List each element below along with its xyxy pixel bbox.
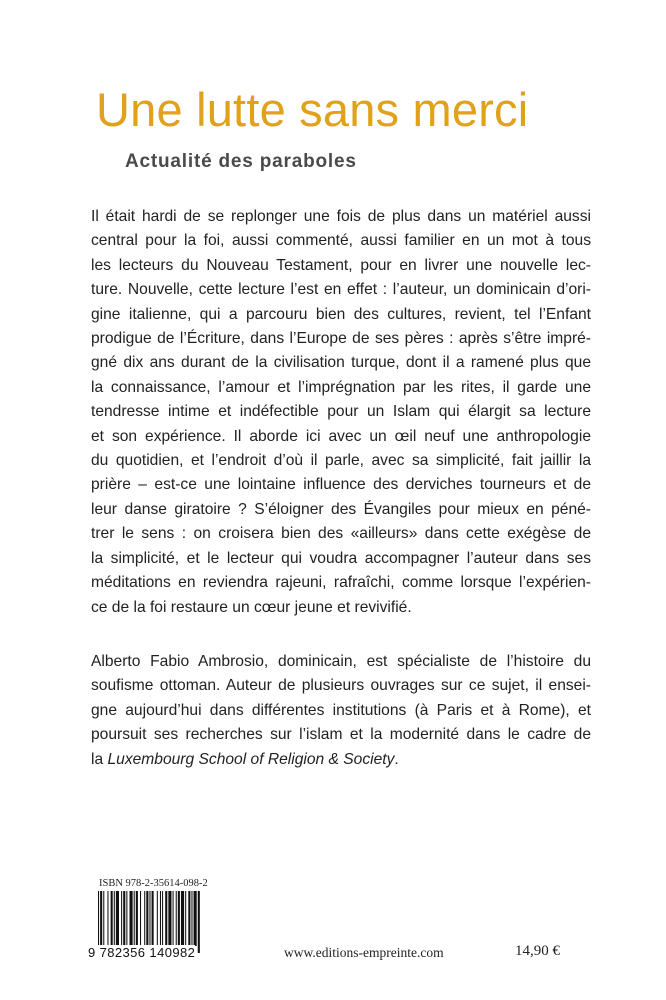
barcode-bar: [98, 891, 99, 953]
barcode-bar: [116, 891, 119, 946]
barcode-bar: [146, 891, 148, 946]
barcode-bar: [181, 891, 184, 946]
bio-institution: Luxembourg School of Religion & Society: [107, 750, 395, 768]
barcode-digits: 9 782356 140982: [88, 945, 196, 960]
barcode-bar: [194, 891, 197, 946]
book-title: Une lutte sans merci: [96, 83, 529, 136]
blurb-line: leur danse giratoire ? S’éloigner des Évangiles pour mieux en péné-: [91, 500, 591, 518]
bio-line: poursuit ses recherches sur l’islam et la modernité dans le cadre de: [91, 726, 591, 744]
blurb-line: Il était hardi de se replonger une fois de plus dans un matériel aussi: [91, 208, 591, 225]
back-cover-blurb: [91, 205, 591, 620]
barcode-bar: [198, 891, 200, 953]
blurb-line: la simplicité, et le lecteur qui voudra accompagner l’auteur dans ses: [91, 549, 591, 567]
book-subtitle: Actualité des paraboles: [125, 151, 357, 172]
blurb-line: du quotidien, et l’endroit d’où il parle, avec sa simplicité, fait jaillir la: [91, 452, 591, 470]
barcode-bar: [144, 891, 145, 946]
barcode-bar: [168, 891, 171, 946]
blurb-line: méditations en reviendra rajeuni, rafraîchi, comme lorsque l’expérien-: [91, 574, 591, 592]
blurb-line: ce de la foi restaure un cœur jeune et revivifié.: [91, 598, 412, 616]
blurb-line: tendresse intime et indéfectible pour un Islam qui élargit sa lecture: [91, 403, 591, 421]
blurb-line: gné dix ans durant de la civilisation turque, dont il a ramené plus que: [91, 354, 591, 372]
barcode-bar: [140, 891, 141, 946]
blurb-line: gine italienne, qui a parcouru bien des cultures, revient, tel l’Enfant: [91, 305, 591, 323]
blurb-line: les lecteurs du Nouveau Testament, pour en livrer une nouvelle lec-: [91, 256, 591, 274]
barcode-bar: [111, 891, 113, 946]
barcode-bar: [134, 891, 135, 946]
barcode-bar: [114, 891, 115, 946]
barcode-bar: [165, 891, 167, 946]
bio-line: Alberto Fabio Ambrosio, dominicain, est spécialiste de l’histoire du: [91, 653, 591, 670]
author-bio: [91, 650, 591, 772]
blurb-line: prodigue de l’Écriture, dans l’Europe de ses pères : après s’être impré-: [91, 330, 591, 348]
barcode-bar: [130, 891, 133, 946]
bio-line5-prefix: la: [91, 750, 108, 768]
bio-line: gne aujourd’hui dans différentes institutions (à Paris et à Rome), et: [91, 701, 591, 719]
barcode-bar: [162, 891, 163, 946]
barcode-bar: [178, 891, 180, 946]
barcode-bar: [152, 891, 154, 946]
price-label: 14,90 €: [515, 943, 560, 959]
bio-line-last: [91, 748, 591, 772]
blurb-line: central pour la foi, aussi commenté, aussi familier en un mot à tous: [91, 232, 591, 250]
barcode-bar: [107, 891, 108, 946]
barcode-bar: [173, 891, 174, 946]
barcode-bar: [100, 891, 102, 953]
bio-line: soufisme ottoman. Auteur de plusieurs ouvrages sur ce sujet, il ensei-: [91, 677, 591, 695]
barcode-bar: [136, 891, 138, 946]
barcode-bar: [121, 891, 122, 946]
barcode-bar: [126, 891, 127, 946]
bio-line5-suffix: .: [394, 750, 399, 768]
publisher-website: www.editions-empreinte.com: [284, 945, 444, 960]
barcode-bar: [123, 891, 125, 946]
barcode-bar: [103, 891, 104, 946]
blurb-line: la connaissance, l’amour et l’imprégnation par les rites, il garde une: [91, 378, 591, 396]
barcode-bar: [160, 891, 161, 946]
barcode-bar: [191, 891, 192, 946]
barcode-bar: [188, 891, 190, 946]
blurb-line: ture. Nouvelle, cette lecture l’est en effet : l’auteur, un dominicain d’ori-: [91, 281, 591, 299]
barcode-bar: [176, 891, 177, 946]
barcode-bar: [149, 891, 150, 953]
blurb-line: et son expérience. Il aborde ici avec un œil neuf une anthropologie: [91, 427, 591, 445]
barcode-bar: [185, 891, 186, 946]
blurb-line: prière – est-ce une lointaine influence des derviches tourneurs et de: [91, 476, 591, 494]
blurb-line: trer le sens : on croisera bien des «ailleurs» dans cette exégèse de: [91, 525, 591, 543]
isbn-label: ISBN 978-2-35614-098-2: [99, 878, 208, 889]
barcode-bar: [157, 891, 158, 946]
